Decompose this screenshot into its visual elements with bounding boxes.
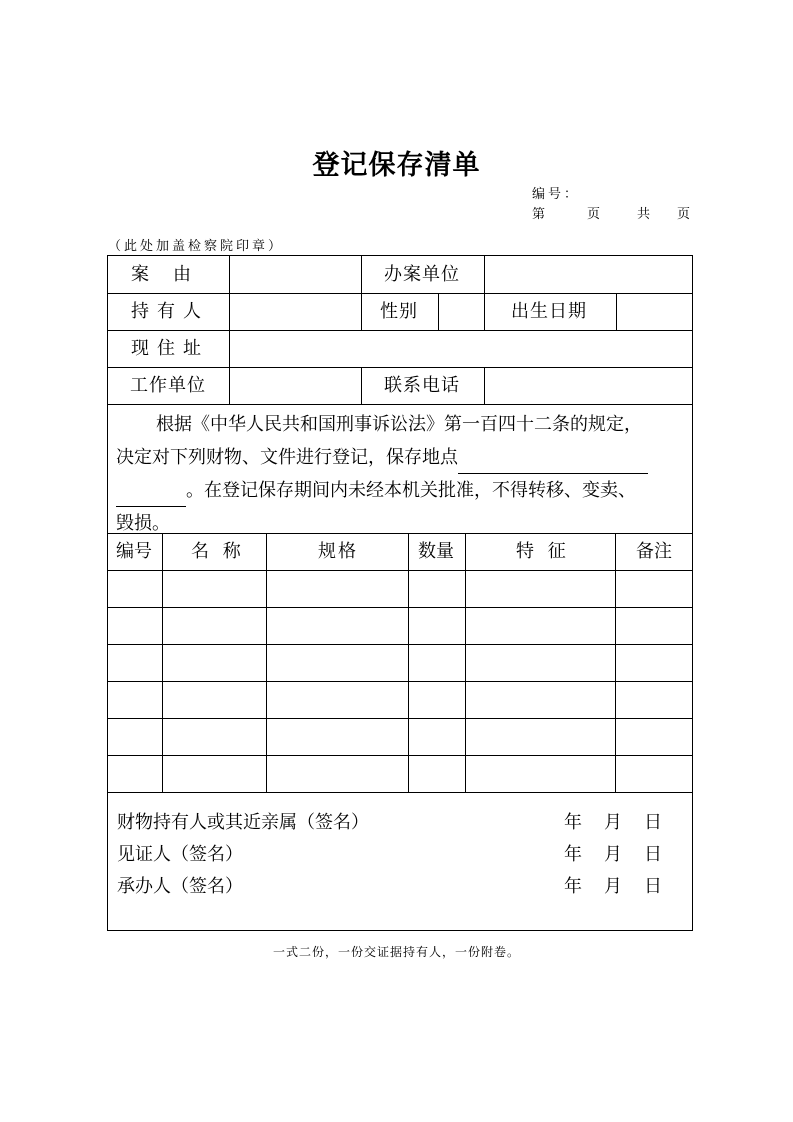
- total-unit-label: 页: [677, 207, 691, 222]
- holder-label: 持有人: [131, 301, 209, 322]
- col-header-quantity: 数量: [418, 541, 454, 562]
- col-header-spec: 规格: [318, 541, 358, 562]
- col-header-number: 编号: [116, 541, 152, 562]
- handling-unit-label: 办案单位: [384, 264, 460, 285]
- case-label: 案 由: [131, 264, 194, 285]
- storage-location-blank[interactable]: [458, 455, 648, 474]
- handler-signature-date: 年 月 日: [564, 876, 662, 897]
- holder-signature-date: 年 月 日: [564, 812, 662, 833]
- storage-location-blank-cont[interactable]: [116, 488, 186, 507]
- storage-location-suffix: 。在登记保存期间内未经本机关批准，不得转移、变卖、: [186, 480, 636, 501]
- statement-line-2: [116, 441, 684, 474]
- document-number-label: 编号：: [532, 187, 581, 202]
- registration-form: [107, 255, 693, 931]
- footer-note: 一式二份，一份交证据持有人，一份附卷。: [272, 945, 520, 959]
- storage-location-prefix: 决定对下列财物、文件进行登记，保存地点: [116, 447, 458, 468]
- holder-signature-label: 财物持有人或其近亲属（签名）: [117, 812, 369, 833]
- col-header-remark: 备注: [636, 541, 672, 562]
- page-unit-label: 页: [587, 207, 601, 222]
- registration-statement: [116, 408, 684, 540]
- total-label: 共: [637, 207, 651, 222]
- gender-label: 性别: [380, 301, 418, 322]
- phone-label: 联系电话: [384, 375, 460, 396]
- handler-signature-label: 承办人（签名）: [117, 876, 243, 897]
- witness-signature-date: 年 月 日: [564, 844, 662, 865]
- seal-note: （此处加盖检察院印章）: [108, 239, 285, 254]
- statement-line-4: 毁损。: [116, 513, 170, 534]
- work-unit-label: 工作单位: [130, 375, 206, 396]
- document-title: 登记保存清单: [312, 150, 481, 181]
- witness-signature-label: 见证人（签名）: [117, 844, 243, 865]
- statement-line-1: 根据《中华人民共和国刑事诉讼法》第一百四十二条的规定，: [156, 414, 642, 435]
- col-header-feature: 特 征: [516, 541, 570, 562]
- col-header-name: 名 称: [191, 541, 245, 562]
- statement-line-3: [116, 474, 684, 507]
- birth-date-label: 出生日期: [511, 301, 587, 322]
- page-label: 第: [532, 207, 546, 222]
- address-label: 现住址: [131, 338, 209, 359]
